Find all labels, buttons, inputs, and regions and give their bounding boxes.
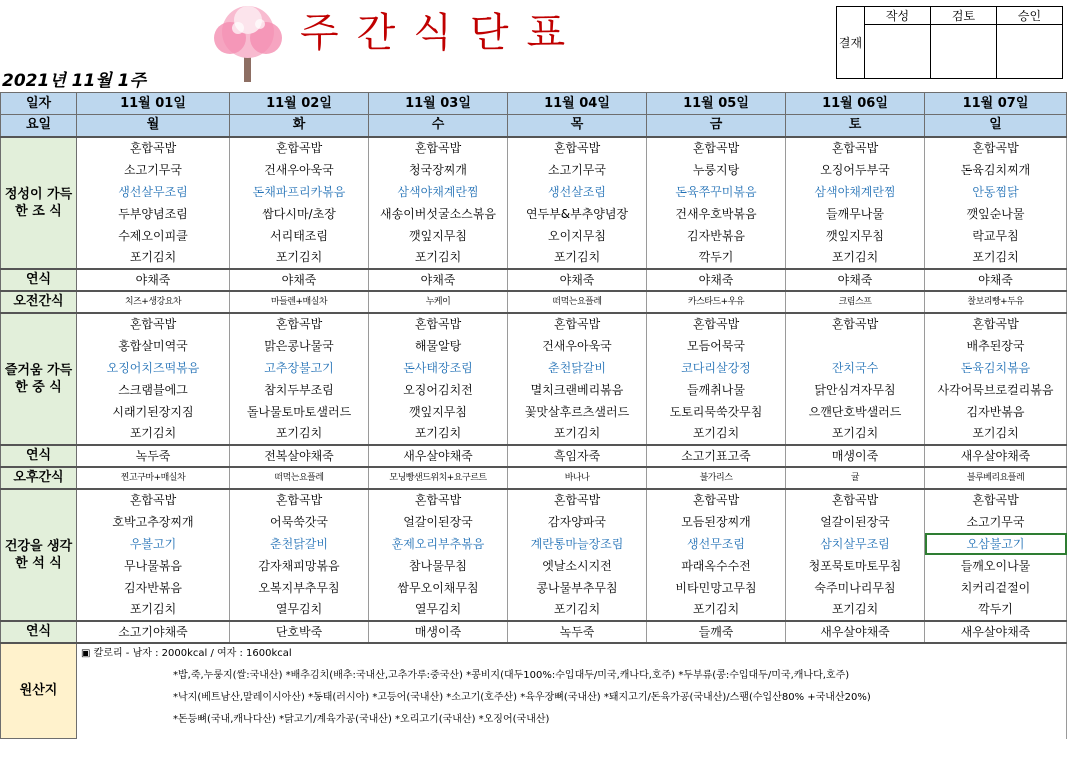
origin-line: *낙지(베트남산,말레이시아산) *동태(러시아) *고등어(국내산) *소고기(호주산) *육우장뼈(국내산) *돼지고기/돈육가공(국내산)/스팸(수입산80% +국내산20%) bbox=[77, 687, 1067, 709]
table-row bbox=[1, 709, 1067, 731]
menu-item-cell[interactable]: 오징어두부국 bbox=[786, 159, 925, 181]
menu-item-cell[interactable]: 들깨오이나물 bbox=[925, 555, 1067, 577]
menu-item-cell[interactable]: 배추된장국 bbox=[925, 335, 1067, 357]
menu-item-cell[interactable]: 홍합살미역국 bbox=[77, 335, 230, 357]
soft-diet-cell[interactable]: 소고기야채죽 bbox=[77, 621, 230, 643]
table-row bbox=[1, 533, 1067, 555]
table-row bbox=[1, 247, 1067, 269]
menu-item-cell[interactable]: 모듬된장찌개 bbox=[647, 511, 786, 533]
table-row bbox=[1, 489, 1067, 511]
approval-col-review: 검토 bbox=[931, 7, 997, 25]
menu-item-cell[interactable]: 수제오이피클 bbox=[77, 225, 230, 247]
day-cell[interactable]: 수 bbox=[369, 115, 508, 137]
menu-item-cell[interactable]: 건새우아욱국 bbox=[508, 335, 647, 357]
menu-item-cell[interactable]: 멸치크랜베리볶음 bbox=[508, 379, 647, 401]
menu-item-cell[interactable]: 무나물볶음 bbox=[77, 555, 230, 577]
menu-item-cell[interactable]: 포기김치 bbox=[508, 599, 647, 621]
menu-item-cell[interactable]: 건새우아욱국 bbox=[230, 159, 369, 181]
soft-diet-cell[interactable]: 야채죽 bbox=[786, 269, 925, 291]
menu-item-cell[interactable]: 쌈무오이채무침 bbox=[369, 577, 508, 599]
am-snack-label: 오전간식 bbox=[1, 291, 77, 313]
table-row bbox=[1, 291, 1067, 313]
cherry-blossom-tree-icon bbox=[208, 2, 288, 84]
approval-col-approve: 승인 bbox=[997, 7, 1063, 25]
menu-item-cell[interactable]: 호박고추장찌개 bbox=[77, 511, 230, 533]
menu-item-cell[interactable]: 오징어치즈떡볶음 bbox=[77, 357, 230, 379]
approval-side-label: 결재 bbox=[837, 7, 865, 79]
menu-item-cell[interactable]: 고추장불고기 bbox=[230, 357, 369, 379]
menu-item-cell[interactable]: 두부양념조림 bbox=[77, 203, 230, 225]
menu-item-cell[interactable]: 훈제오리부추볶음 bbox=[369, 533, 508, 555]
menu-item-cell[interactable]: 깻잎지무침 bbox=[786, 225, 925, 247]
menu-item-cell[interactable]: 혼합곡밥 bbox=[786, 313, 925, 335]
menu-item-cell[interactable]: 돈육김치찌개 bbox=[925, 159, 1067, 181]
menu-item-cell[interactable]: 혼합곡밥 bbox=[369, 489, 508, 511]
menu-item-cell[interactable]: 혼합곡밥 bbox=[369, 313, 508, 335]
soft-diet-label: 연식 bbox=[1, 445, 77, 467]
menu-item-cell[interactable]: 엣날소시지전 bbox=[508, 555, 647, 577]
menu-item-cell[interactable]: 혼합곡밥 bbox=[508, 489, 647, 511]
menu-item-cell[interactable]: 혼합곡밥 bbox=[77, 489, 230, 511]
menu-item-cell[interactable]: 콩나물부추무침 bbox=[508, 577, 647, 599]
soft-diet-cell[interactable]: 야채죽 bbox=[369, 269, 508, 291]
menu-item-cell[interactable]: 혼합곡밥 bbox=[925, 137, 1067, 159]
soft-diet-cell[interactable]: 새우살야채죽 bbox=[925, 621, 1067, 643]
menu-item-cell[interactable]: 얼갈이된장국 bbox=[786, 511, 925, 533]
menu-item-cell[interactable]: 도토리묵쑥갓무침 bbox=[647, 401, 786, 423]
soft-diet-label: 연식 bbox=[1, 269, 77, 291]
menu-item-cell[interactable]: 혼합곡밥 bbox=[647, 137, 786, 159]
week-label: 2021년 11월 1주 bbox=[2, 71, 146, 91]
menu-item-cell[interactable]: 참나물무침 bbox=[369, 555, 508, 577]
menu-item-cell[interactable]: 우볼고기 bbox=[77, 533, 230, 555]
menu-item-cell[interactable]: 포기김치 bbox=[77, 423, 230, 445]
soft-diet-cell[interactable]: 야채죽 bbox=[925, 269, 1067, 291]
table-row bbox=[1, 665, 1067, 687]
menu-item-cell[interactable]: 춘천닭갈비 bbox=[230, 533, 369, 555]
table-row bbox=[1, 269, 1067, 291]
menu-item-cell[interactable]: 숙주미나리무침 bbox=[786, 577, 925, 599]
menu-item-cell[interactable]: 포기김치 bbox=[77, 599, 230, 621]
table-row bbox=[1, 181, 1067, 203]
date-cell[interactable]: 11월 06일 bbox=[786, 93, 925, 115]
menu-item-cell[interactable]: 오삼불고기 bbox=[925, 533, 1067, 555]
table-row bbox=[1, 511, 1067, 533]
soft-diet-cell[interactable]: 매생이죽 bbox=[786, 445, 925, 467]
menu-item-cell[interactable]: 돈채파프리카볶음 bbox=[230, 181, 369, 203]
days-label: 요일 bbox=[1, 115, 77, 137]
menu-item-cell[interactable]: 포기김치 bbox=[77, 247, 230, 269]
date-cell[interactable]: 11월 03일 bbox=[369, 93, 508, 115]
soft-diet-cell[interactable]: 단호박죽 bbox=[230, 621, 369, 643]
menu-item-cell[interactable]: 김자반볶음 bbox=[647, 225, 786, 247]
table-row bbox=[1, 203, 1067, 225]
page-header bbox=[0, 0, 1072, 92]
day-cell[interactable]: 일 bbox=[925, 115, 1067, 137]
soft-diet-cell[interactable]: 녹두죽 bbox=[508, 621, 647, 643]
pm-snack-label: 오후간식 bbox=[1, 467, 77, 489]
day-cell[interactable]: 토 bbox=[786, 115, 925, 137]
menu-item-cell[interactable]: 혼합곡밥 bbox=[508, 313, 647, 335]
menu-item-cell[interactable]: 포기김치 bbox=[230, 247, 369, 269]
am-snack-cell[interactable]: 누케이 bbox=[369, 291, 508, 313]
menu-item-cell[interactable]: 혼합곡밥 bbox=[230, 489, 369, 511]
menu-item-cell[interactable]: 혼합곡밥 bbox=[925, 489, 1067, 511]
menu-item-cell[interactable]: 시래기된장지짐 bbox=[77, 401, 230, 423]
pm-snack-cell[interactable]: 모닝빵샌드위치+요구르트 bbox=[369, 467, 508, 489]
table-row bbox=[1, 599, 1067, 621]
menu-item-cell[interactable]: 생선살조림 bbox=[508, 181, 647, 203]
date-cell[interactable]: 11월 05일 bbox=[647, 93, 786, 115]
table-row bbox=[1, 137, 1067, 159]
menu-item-cell[interactable]: 혼합곡밥 bbox=[77, 137, 230, 159]
pm-snack-cell[interactable]: 찐고구마+매실차 bbox=[77, 467, 230, 489]
menu-item-cell[interactable]: 닭안심겨자무침 bbox=[786, 379, 925, 401]
menu-item-cell[interactable]: 참치두부조림 bbox=[230, 379, 369, 401]
table-row bbox=[1, 159, 1067, 181]
menu-item-cell[interactable]: 락교무침 bbox=[925, 225, 1067, 247]
table-row bbox=[1, 423, 1067, 445]
menu-item-cell[interactable]: 소고기무국 bbox=[925, 511, 1067, 533]
origin-line: *돈등뼈(국내,캐나다산) *닭고기/계육가공(국내산) *오리고기(국내산) *오징어(국내산) bbox=[77, 709, 1067, 731]
am-snack-cell[interactable]: 카스타드+우유 bbox=[647, 291, 786, 313]
menu-item-cell[interactable]: 혼합곡밥 bbox=[77, 313, 230, 335]
soft-diet-cell[interactable]: 새우살야채죽 bbox=[786, 621, 925, 643]
menu-item-cell[interactable]: 깻잎지무침 bbox=[369, 225, 508, 247]
menu-item-cell[interactable]: 포기김치 bbox=[925, 423, 1067, 445]
menu-item-cell[interactable]: 포기김치 bbox=[369, 247, 508, 269]
soft-diet-cell[interactable]: 매생이죽 bbox=[369, 621, 508, 643]
menu-item-cell[interactable]: 연두부&부추양념장 bbox=[508, 203, 647, 225]
menu-item-cell[interactable]: 생선무조림 bbox=[647, 533, 786, 555]
date-cell[interactable]: 11월 01일 bbox=[77, 93, 230, 115]
menu-item-cell[interactable]: 사각어묵브로컬리볶음 bbox=[925, 379, 1067, 401]
table-row bbox=[1, 687, 1067, 709]
table-row bbox=[1, 731, 1067, 739]
menu-item-cell[interactable]: 들깨취나물 bbox=[647, 379, 786, 401]
soft-diet-cell[interactable]: 야채죽 bbox=[77, 269, 230, 291]
table-row bbox=[1, 225, 1067, 247]
menu-item-cell[interactable]: 혼합곡밥 bbox=[647, 489, 786, 511]
table-row bbox=[1, 555, 1067, 577]
dates-label: 일자 bbox=[1, 93, 77, 115]
am-snack-cell[interactable]: 찰보리빵+두유 bbox=[925, 291, 1067, 313]
menu-item-cell[interactable]: 돈육쭈꾸미볶음 bbox=[647, 181, 786, 203]
menu-item-cell[interactable]: 비타민망고무침 bbox=[647, 577, 786, 599]
menu-item-cell[interactable]: 춘천닭갈비 bbox=[508, 357, 647, 379]
menu-item-cell[interactable]: 파래옥수수전 bbox=[647, 555, 786, 577]
menu-item-cell[interactable]: 김자반볶음 bbox=[925, 401, 1067, 423]
table-row bbox=[1, 357, 1067, 379]
origin-label: 원산지 bbox=[1, 643, 77, 739]
menu-item-cell[interactable]: 청포묵토마토무침 bbox=[786, 555, 925, 577]
day-cell[interactable]: 화 bbox=[230, 115, 369, 137]
day-cell[interactable]: 금 bbox=[647, 115, 786, 137]
menu-item-cell[interactable]: 깻잎지무침 bbox=[369, 401, 508, 423]
menu-item-cell[interactable]: 혼합곡밥 bbox=[508, 137, 647, 159]
table-row bbox=[1, 313, 1067, 335]
soft-diet-cell[interactable]: 전복살야채죽 bbox=[230, 445, 369, 467]
menu-item-cell[interactable]: 포기김치 bbox=[508, 247, 647, 269]
menu-item-cell[interactable]: 코다리살강정 bbox=[647, 357, 786, 379]
soft-diet-cell[interactable]: 녹두죽 bbox=[77, 445, 230, 467]
menu-item-cell[interactable]: 포기김치 bbox=[647, 599, 786, 621]
menu-item-cell[interactable]: 소고기무국 bbox=[508, 159, 647, 181]
menu-item-cell[interactable]: 맑은콩나물국 bbox=[230, 335, 369, 357]
menu-item-cell[interactable]: 깍두기 bbox=[925, 599, 1067, 621]
menu-item-cell[interactable]: 포기김치 bbox=[925, 247, 1067, 269]
menu-item-cell[interactable]: 포기김치 bbox=[786, 599, 925, 621]
menu-item-cell[interactable]: 김자반볶음 bbox=[77, 577, 230, 599]
origin-line: ▣ 칼로리 - 남자 : 2000kcal / 여자 : 1600kcal bbox=[77, 643, 1067, 665]
menu-item-cell[interactable]: 포기김치 bbox=[786, 247, 925, 269]
menu-item-cell[interactable]: 혼합곡밥 bbox=[925, 313, 1067, 335]
menu-item-cell[interactable]: 오징어김치전 bbox=[369, 379, 508, 401]
menu-item-cell[interactable]: 포기김치 bbox=[786, 423, 925, 445]
pm-snack-cell[interactable]: 바나나 bbox=[508, 467, 647, 489]
menu-item-cell[interactable]: 열무김치 bbox=[230, 599, 369, 621]
table-row bbox=[1, 577, 1067, 599]
menu-item-cell[interactable]: 포기김치 bbox=[647, 423, 786, 445]
am-snack-cell[interactable]: 크림스프 bbox=[786, 291, 925, 313]
table-row bbox=[1, 115, 1067, 137]
table-row bbox=[1, 621, 1067, 643]
approval-col-write: 작성 bbox=[865, 7, 931, 25]
meal-section-label: 즐거움 가득한 중 식 bbox=[1, 313, 77, 445]
menu-item-cell[interactable]: 혼합곡밥 bbox=[647, 313, 786, 335]
approval-box bbox=[836, 6, 1063, 79]
approval-box-write[interactable] bbox=[865, 25, 931, 79]
day-cell[interactable]: 월 bbox=[77, 115, 230, 137]
menu-item-cell[interactable]: 오복지부추무침 bbox=[230, 577, 369, 599]
meal-section-label: 건강을 생각한 석 식 bbox=[1, 489, 77, 621]
menu-item-cell[interactable]: 생선살무조림 bbox=[77, 181, 230, 203]
soft-diet-cell[interactable]: 소고기표고죽 bbox=[647, 445, 786, 467]
menu-item-cell[interactable]: 으깬단호박샐러드 bbox=[786, 401, 925, 423]
menu-item-cell[interactable]: 계란통마늘장조림 bbox=[508, 533, 647, 555]
table-row bbox=[1, 401, 1067, 423]
meal-section-label: 정성이 가득한 조 식 bbox=[1, 137, 77, 269]
am-snack-cell[interactable]: 떠먹는요플레 bbox=[508, 291, 647, 313]
approval-box-review[interactable] bbox=[931, 25, 997, 79]
soft-diet-cell[interactable]: 야채죽 bbox=[230, 269, 369, 291]
day-cell[interactable]: 목 bbox=[508, 115, 647, 137]
am-snack-cell[interactable]: 마들렌+매실차 bbox=[230, 291, 369, 313]
menu-item-cell[interactable]: 스크램블에그 bbox=[77, 379, 230, 401]
date-cell[interactable]: 11월 07일 bbox=[925, 93, 1067, 115]
table-row bbox=[1, 93, 1067, 115]
menu-item-cell[interactable]: 감자양파국 bbox=[508, 511, 647, 533]
soft-diet-cell[interactable]: 들깨죽 bbox=[647, 621, 786, 643]
menu-item-cell[interactable]: 열무김치 bbox=[369, 599, 508, 621]
menu-item-cell[interactable]: 누룽지탕 bbox=[647, 159, 786, 181]
menu-item-cell[interactable]: 꽃맛살후르츠샐러드 bbox=[508, 401, 647, 423]
menu-item-cell[interactable] bbox=[786, 335, 925, 357]
origin-line: *밥,죽,누룽지(쌀:국내산) *배추김치(배추:국내산,고추가루:중국산) *콩비지(대두100%:수입대두/미국,캐나다,호주) *두부류(콩:수입대두/미국,캐나다,호주) bbox=[77, 665, 1067, 687]
menu-item-cell[interactable]: 포기김치 bbox=[369, 423, 508, 445]
pm-snack-cell[interactable]: 불가리스 bbox=[647, 467, 786, 489]
menu-item-cell[interactable]: 어묵쑥갓국 bbox=[230, 511, 369, 533]
approval-box-approve[interactable] bbox=[997, 25, 1063, 79]
table-row bbox=[1, 467, 1067, 489]
menu-item-cell[interactable]: 혼합곡밥 bbox=[369, 137, 508, 159]
menu-item-cell[interactable]: 혼합곡밥 bbox=[786, 137, 925, 159]
menu-item-cell[interactable]: 소고기무국 bbox=[77, 159, 230, 181]
pm-snack-cell[interactable]: 블루베리요플레 bbox=[925, 467, 1067, 489]
menu-item-cell[interactable]: 잔치국수 bbox=[786, 357, 925, 379]
menu-item-cell[interactable]: 오이지무침 bbox=[508, 225, 647, 247]
menu-item-cell[interactable]: 서리태조림 bbox=[230, 225, 369, 247]
am-snack-cell[interactable]: 치즈+생강요차 bbox=[77, 291, 230, 313]
menu-item-cell[interactable]: 포기김치 bbox=[508, 423, 647, 445]
menu-item-cell[interactable]: 모듬어묵국 bbox=[647, 335, 786, 357]
menu-item-cell[interactable]: 건새우호박볶음 bbox=[647, 203, 786, 225]
menu-item-cell[interactable]: 삼치살무조림 bbox=[786, 533, 925, 555]
page-title: 주간식단표 bbox=[300, 10, 584, 56]
menu-item-cell[interactable]: 해물알탕 bbox=[369, 335, 508, 357]
soft-diet-cell[interactable]: 야채죽 bbox=[508, 269, 647, 291]
menu-item-cell[interactable]: 삼색야채계란찜 bbox=[369, 181, 508, 203]
menu-item-cell[interactable]: 깍두기 bbox=[647, 247, 786, 269]
menu-item-cell[interactable]: 삼색야채계란찜 bbox=[786, 181, 925, 203]
menu-item-cell[interactable]: 감자채피망볶음 bbox=[230, 555, 369, 577]
menu-item-cell[interactable]: 들깨무나물 bbox=[786, 203, 925, 225]
pm-snack-cell[interactable]: 떠먹는요플레 bbox=[230, 467, 369, 489]
date-cell[interactable]: 11월 02일 bbox=[230, 93, 369, 115]
menu-item-cell[interactable]: 혼합곡밥 bbox=[230, 137, 369, 159]
menu-item-cell[interactable]: 돌나물토마토샐러드 bbox=[230, 401, 369, 423]
table-row bbox=[1, 335, 1067, 357]
soft-diet-cell[interactable]: 새우살야채죽 bbox=[369, 445, 508, 467]
pm-snack-cell[interactable]: 귤 bbox=[786, 467, 925, 489]
origin-spacer bbox=[77, 731, 1067, 739]
date-cell[interactable]: 11월 04일 bbox=[508, 93, 647, 115]
menu-item-cell[interactable]: 돈육김치볶음 bbox=[925, 357, 1067, 379]
menu-item-cell[interactable]: 돈사태장조림 bbox=[369, 357, 508, 379]
menu-item-cell[interactable]: 깻잎순나물 bbox=[925, 203, 1067, 225]
table-row bbox=[1, 379, 1067, 401]
menu-item-cell[interactable]: 안동찜닭 bbox=[925, 181, 1067, 203]
table-row bbox=[1, 445, 1067, 467]
menu-item-cell[interactable]: 새송이버섯굴소스볶음 bbox=[369, 203, 508, 225]
weekly-menu-table bbox=[0, 92, 1067, 739]
menu-item-cell[interactable]: 얼갈이된장국 bbox=[369, 511, 508, 533]
soft-diet-cell[interactable]: 흑임자죽 bbox=[508, 445, 647, 467]
menu-item-cell[interactable]: 쌈다시마/초장 bbox=[230, 203, 369, 225]
menu-item-cell[interactable]: 포기김치 bbox=[230, 423, 369, 445]
soft-diet-cell[interactable]: 야채죽 bbox=[647, 269, 786, 291]
table-row bbox=[1, 643, 1067, 665]
menu-item-cell[interactable]: 혼합곡밥 bbox=[786, 489, 925, 511]
menu-item-cell[interactable]: 치커리겉절이 bbox=[925, 577, 1067, 599]
menu-item-cell[interactable]: 청국장찌개 bbox=[369, 159, 508, 181]
menu-item-cell[interactable]: 혼합곡밥 bbox=[230, 313, 369, 335]
soft-diet-cell[interactable]: 새우살야채죽 bbox=[925, 445, 1067, 467]
soft-diet-label: 연식 bbox=[1, 621, 77, 643]
